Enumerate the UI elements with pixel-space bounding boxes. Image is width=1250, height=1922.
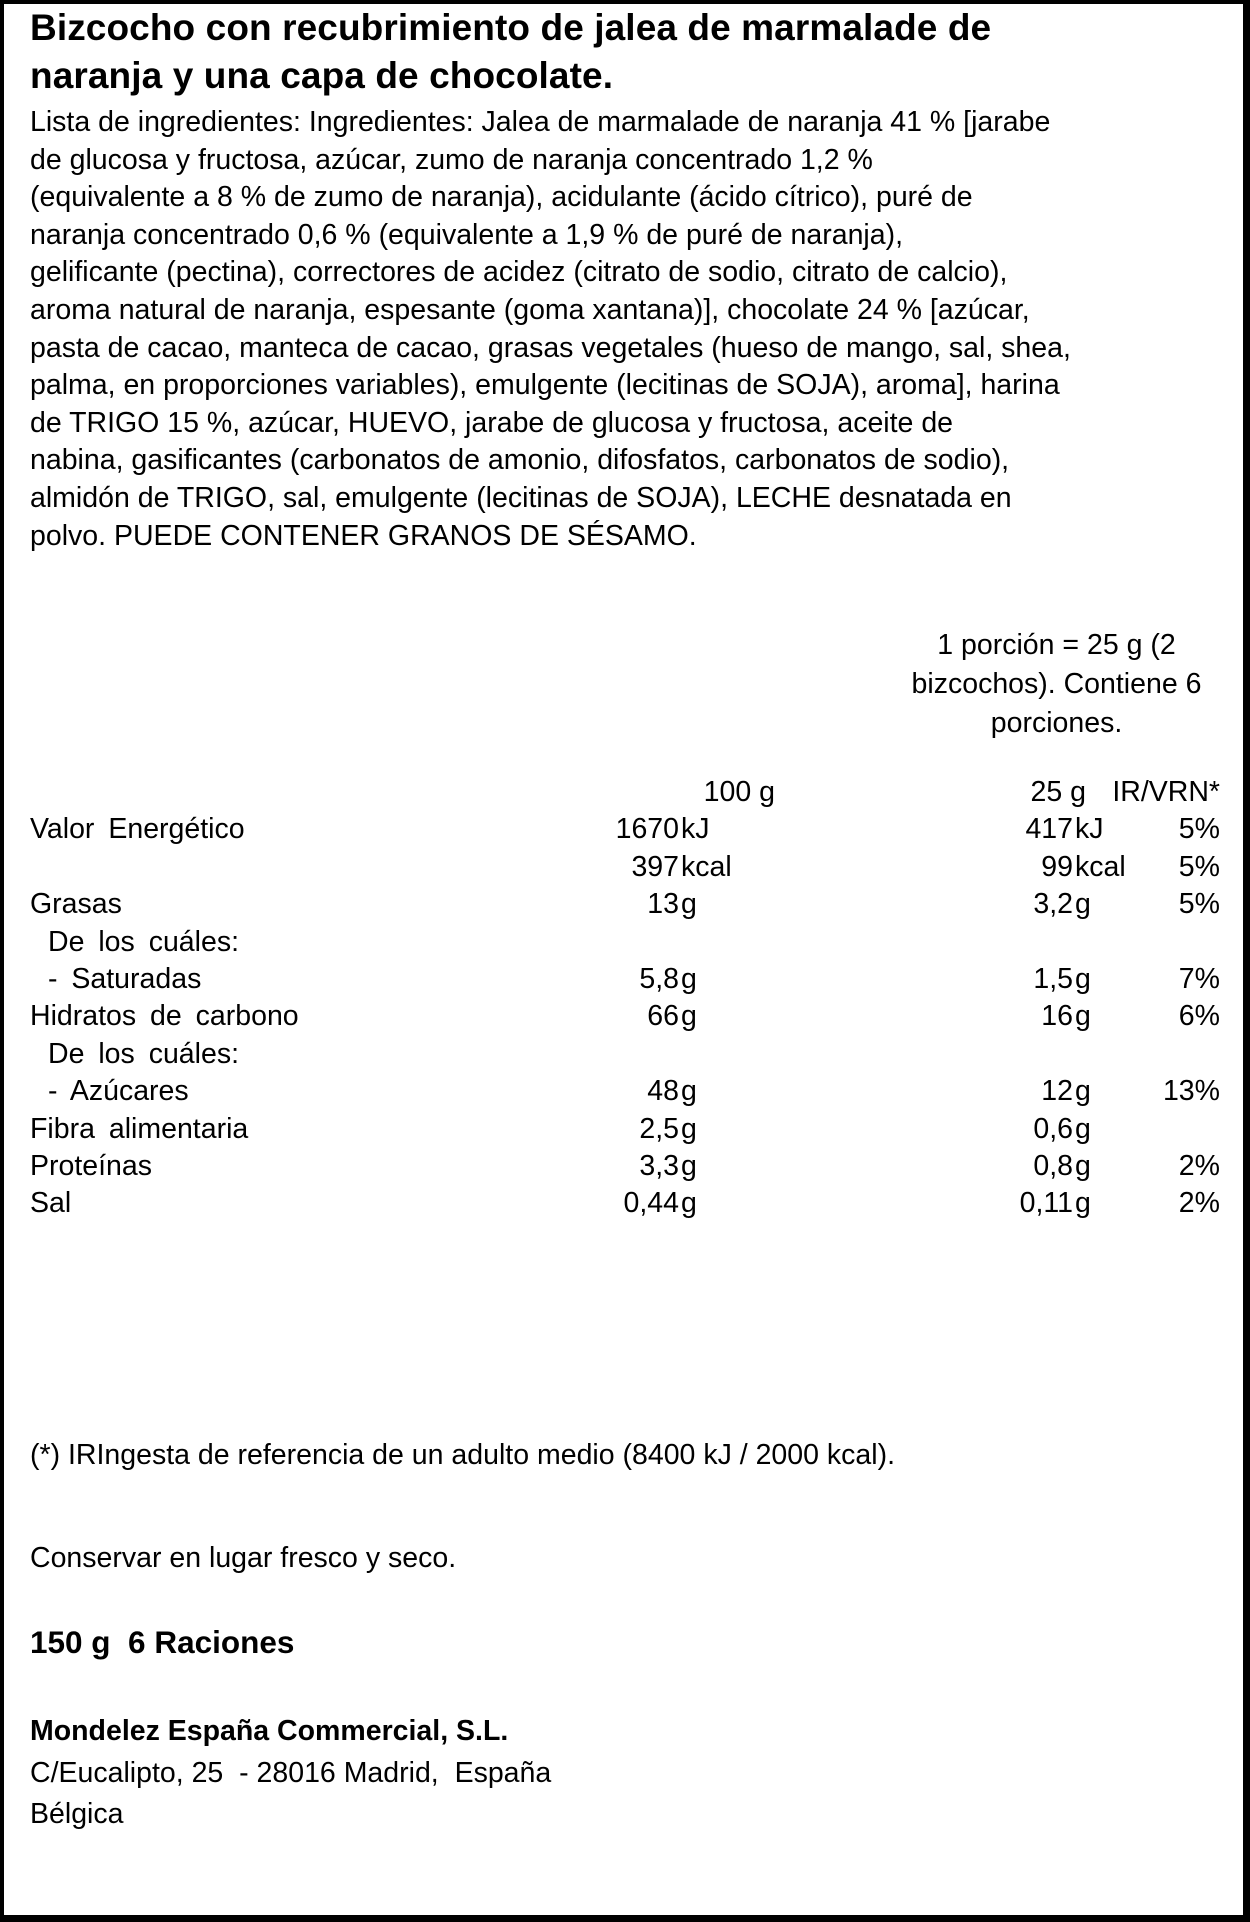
value-per-100g-unit: kJ: [681, 813, 710, 846]
value-per-100g-unit: g: [681, 1187, 697, 1220]
product-title-line: naranja y una capa de chocolate.: [30, 55, 614, 96]
value-ir-vrn: 13%: [1162, 1075, 1220, 1108]
ingredients-line: polvo. PUEDE CONTENER GRANOS DE SÉSAMO.: [30, 519, 697, 552]
nutrient-name: - Azúcares: [48, 1075, 189, 1108]
nutrition-table: [30, 774, 1230, 1223]
value-per-100g-number: 5,8: [639, 962, 679, 995]
nutrient-name: Hidratos de carbono: [30, 1000, 299, 1033]
value-ir-vrn: 5%: [1178, 850, 1220, 883]
ingredients-line: aroma natural de naranja, espesante (goma xantana)], chocolate 24 % [azúcar,: [30, 293, 1030, 326]
ingredients-line: de glucosa y fructosa, azúcar, zumo de naranja concentrado 1,2 %: [30, 143, 873, 176]
storage-instructions: Conservar en lugar fresco y seco.: [30, 1542, 457, 1574]
value-per-25g-number: 0,8: [1033, 1149, 1073, 1182]
country-of-origin: Bélgica: [30, 1798, 124, 1830]
value-ir-vrn: 5%: [1178, 813, 1220, 846]
value-per-25g-unit: g: [1075, 888, 1091, 921]
value-per-25g-unit: kJ: [1075, 813, 1104, 846]
value-per-25g-number: 12: [1041, 1075, 1073, 1108]
header-per-25g: 25 g: [1030, 776, 1086, 808]
ingredients-line: almidón de TRIGO, sal, emulgente (lecitinas de SOJA), LECHE desnatada en: [30, 481, 1012, 514]
value-per-100g-number: 1670: [615, 813, 679, 846]
ingredients-line: de TRIGO 15 %, azúcar, HUEVO, jarabe de glucosa y fructosa, aceite de: [30, 406, 954, 439]
header-per-100g: 100 g: [703, 776, 775, 808]
nutrition-row: [30, 1036, 1230, 1073]
value-per-25g-unit: g: [1075, 1187, 1091, 1220]
value-per-25g-unit: g: [1075, 1000, 1091, 1033]
ingredients-list: [30, 104, 1230, 555]
nutrient-name: Sal: [30, 1187, 72, 1220]
nutrition-row: [30, 1073, 1230, 1110]
value-per-100g-unit: g: [681, 1149, 697, 1182]
company-name: Mondelez España Commercial, S.L.: [30, 1715, 509, 1747]
value-per-25g-number: 417: [1025, 813, 1073, 846]
value-per-100g-unit: g: [681, 962, 697, 995]
ingredients-line: pasta de cacao, manteca de cacao, grasas vegetales (hueso de mango, sal, shea,: [30, 331, 1071, 364]
nutrient-name: De los cuáles:: [48, 925, 240, 958]
ingredients-line: Lista de ingredientes: Ingredientes: Jalea de marmalade de naranja 41 % [jarabe: [30, 106, 1051, 138]
value-ir-vrn: 2%: [1178, 1187, 1220, 1220]
value-per-100g-number: 2,5: [639, 1112, 679, 1145]
value-per-100g-number: 397: [631, 850, 679, 883]
nutrition-header-row: [30, 774, 1230, 811]
value-per-25g-number: 3,2: [1033, 888, 1073, 921]
value-per-100g-unit: g: [681, 1112, 697, 1145]
ingredients-line: palma, en proporciones variables), emulgente (lecitinas de SOJA), aroma], harina: [30, 369, 1060, 402]
value-ir-vrn: 5%: [1178, 888, 1220, 921]
net-weight: 150 g 6 Raciones: [30, 1624, 295, 1660]
value-per-100g-number: 13: [647, 888, 679, 921]
nutrition-row: [30, 886, 1230, 923]
ingredients-line: naranja concentrado 0,6 % (equivalente a 1,9 % de puré de naranja),: [30, 218, 904, 251]
nutrition-row: [30, 961, 1230, 998]
value-per-25g-number: 0,6: [1033, 1112, 1073, 1145]
value-per-100g-unit: g: [681, 1000, 697, 1033]
reference-intake-footnote: (*) IRIngesta de referencia de un adulto medio (8400 kJ / 2000 kcal).: [30, 1439, 895, 1471]
value-per-100g-unit: g: [681, 888, 697, 921]
nutrition-row: [30, 1148, 1230, 1185]
value-per-25g-number: 0,11: [1019, 1187, 1073, 1220]
header-ir-vrn: IR/VRN*: [1112, 776, 1220, 808]
nutrition-row: [30, 998, 1230, 1035]
value-per-25g-unit: g: [1075, 1075, 1091, 1108]
ingredients-line: (equivalente a 8 % de zumo de naranja), acidulante (ácido cítrico), puré de: [30, 181, 973, 214]
nutrient-name: - Saturadas: [48, 962, 202, 995]
nutrient-name: Proteínas: [30, 1149, 152, 1182]
ingredients-line: nabina, gasificantes (carbonatos de amonio, difosfatos, carbonatos de sodio),: [30, 444, 1010, 477]
company-info: [30, 1711, 551, 1836]
nutrient-name: Valor Energético: [30, 813, 245, 846]
portion-line: 1 porción = 25 g (2: [937, 629, 1176, 661]
nutrient-name: De los cuáles:: [48, 1037, 240, 1070]
value-per-25g-number: 1,5: [1033, 962, 1073, 995]
portion-note: [854, 626, 1250, 743]
value-ir-vrn: 2%: [1178, 1149, 1220, 1182]
nutrition-row: [30, 1185, 1230, 1222]
company-address: C/Eucalipto, 25 - 28016 Madrid, España: [30, 1756, 552, 1789]
value-per-100g-number: 66: [647, 1000, 679, 1033]
portion-line: porciones.: [990, 707, 1123, 739]
value-per-25g-unit: g: [1075, 1149, 1091, 1182]
portion-line: bizcochos). Contiene 6: [911, 668, 1202, 700]
value-per-25g-unit: g: [1075, 1112, 1091, 1145]
value-per-25g-unit: kcal: [1075, 850, 1126, 883]
nutrient-name: Grasas: [30, 888, 122, 921]
nutrition-row: [30, 811, 1230, 848]
nutrient-name: Fibra alimentaria: [30, 1112, 249, 1145]
value-per-25g-number: 16: [1041, 1000, 1073, 1033]
product-title: [30, 4, 1230, 100]
value-per-100g-number: 0,44: [623, 1187, 679, 1220]
nutrition-row: [30, 849, 1230, 886]
nutrition-row: [30, 924, 1230, 961]
value-ir-vrn: 7%: [1178, 962, 1220, 995]
value-per-25g-number: 99: [1041, 850, 1073, 883]
value-per-100g-number: 3,3: [639, 1149, 679, 1182]
product-title-line: Bizcocho con recubrimiento de jalea de marmalade de: [30, 7, 992, 48]
ingredients-line: gelificante (pectina), correctores de acidez (citrato de sodio, citrato de calcio),: [30, 256, 1008, 289]
value-per-100g-number: 48: [647, 1075, 679, 1108]
nutrition-row: [30, 1111, 1230, 1148]
value-per-100g-unit: kcal: [681, 850, 732, 883]
value-per-100g-unit: g: [681, 1075, 697, 1108]
value-ir-vrn: 6%: [1178, 1000, 1220, 1033]
value-per-25g-unit: g: [1075, 962, 1091, 995]
